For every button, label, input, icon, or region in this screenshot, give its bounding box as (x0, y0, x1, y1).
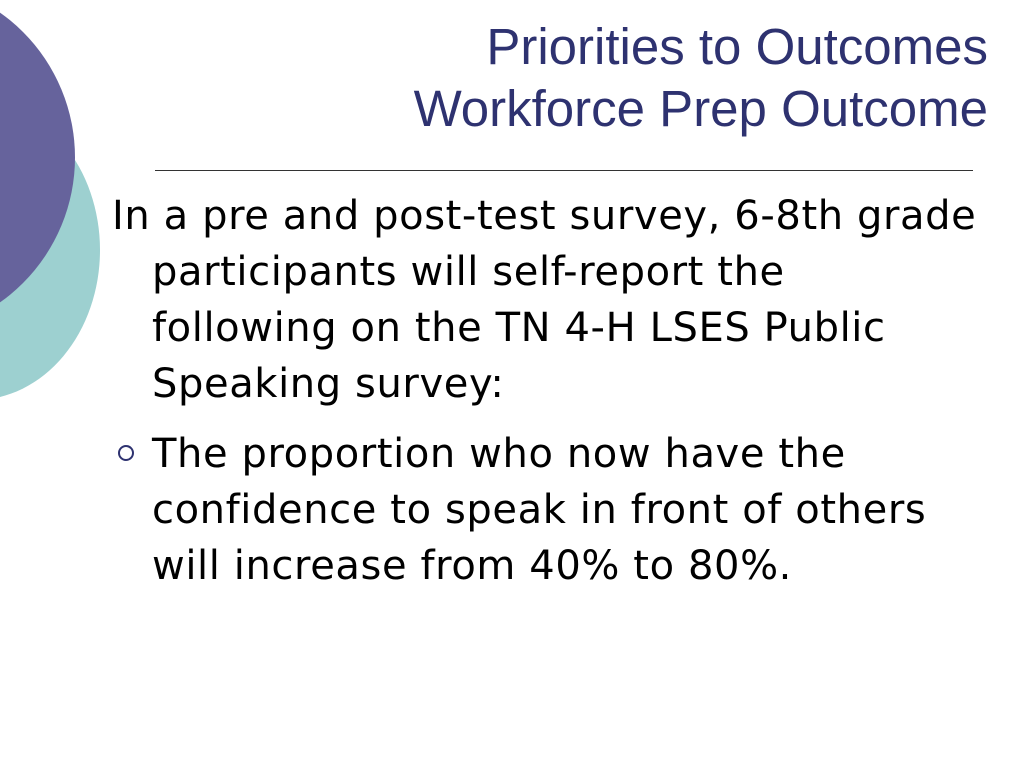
hollow-circle-bullet-icon (118, 445, 134, 461)
slide-body (112, 188, 982, 594)
slide-title-line-1: Priorities to Outcomes (486, 18, 988, 75)
slide-title-line-2: Workforce Prep Outcome (413, 80, 988, 137)
intro-paragraph: In a pre and post-test survey, 6-8th grade participants will self-report the following on the TN 4-H LSES Public Speaking survey: (112, 193, 977, 407)
slide-title (414, 16, 988, 140)
bullet-text: The proportion who now have the confidence to speak in front of others will increase from 40% to 80%. (152, 431, 927, 589)
bullet-item (112, 426, 982, 594)
title-divider (155, 170, 973, 171)
